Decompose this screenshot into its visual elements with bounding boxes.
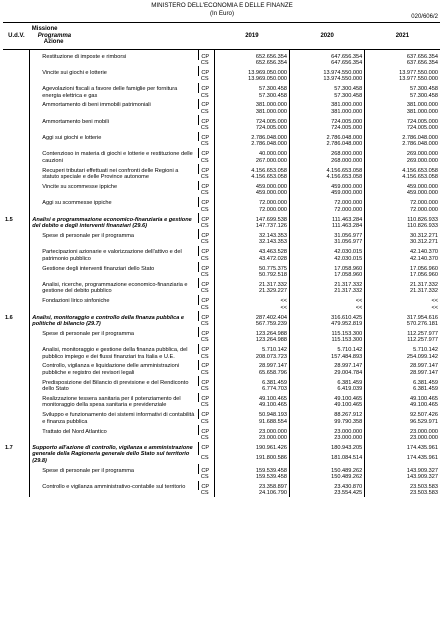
amount-cell: 112.257.977 bbox=[365, 331, 440, 337]
amount-cell: 115.153.300 bbox=[290, 337, 365, 343]
amount-cell: 652.656.354 bbox=[214, 54, 289, 60]
row-description: Trattato del Nord Atlantico bbox=[30, 429, 199, 442]
amount-cell: 72.000.000 bbox=[365, 207, 440, 213]
appropriation-type: CP bbox=[199, 429, 214, 435]
amount-cell: 72.000.000 bbox=[290, 200, 365, 206]
amount-cell: 32.143.353 bbox=[214, 233, 289, 239]
uvoce-code: 1.5 bbox=[5, 216, 13, 223]
row-description: Contenzioso in materia di giochi e lotterie e restituzione delle cauzioni bbox=[30, 151, 199, 164]
row-description: Restituzione di imposte e rimborsi bbox=[30, 54, 199, 67]
year-2021-header: 2021 bbox=[365, 23, 440, 50]
amount-cell: 13.969.050.000 bbox=[214, 70, 289, 76]
amount-cell: 4.156.653.058 bbox=[290, 168, 365, 174]
amount-cell: 30.312.271 bbox=[365, 233, 440, 239]
amount-cell: 567.759.239 bbox=[214, 321, 289, 327]
amount-cell: 72.000.000 bbox=[214, 200, 289, 206]
appropriation-type: CP bbox=[199, 468, 214, 474]
appropriation-type: CS bbox=[200, 255, 209, 262]
row-description: Spese di personale per il programma bbox=[30, 331, 199, 344]
row-description: Partecipazioni azionarie e valorizzazione dell'attivo e del patrimonio pubblico bbox=[30, 249, 199, 262]
row-description: Vincite sui giochi e lotterie bbox=[30, 70, 199, 83]
amount-cell: << bbox=[365, 298, 440, 304]
amount-cell: 381.000.000 bbox=[214, 109, 289, 115]
amount-cell: 28.997.147 bbox=[290, 363, 365, 369]
appropriation-type: CP bbox=[199, 151, 214, 157]
amount-cell: 459.000.000 bbox=[214, 190, 289, 196]
amount-cell: 13.974.550.000 bbox=[290, 76, 365, 82]
amount-cell: 23.000.000 bbox=[290, 435, 365, 441]
appropriation-type: CP bbox=[199, 396, 214, 402]
row-description: Vincite su scommesse ippiche bbox=[30, 184, 199, 197]
appropriation-type: CP bbox=[199, 282, 214, 288]
amount-cell: 6.381.459 bbox=[214, 380, 289, 386]
row-description: Aggi sui giochi e lotterie bbox=[30, 135, 199, 148]
amount-cell: << bbox=[290, 305, 365, 311]
uvoce-code bbox=[3, 468, 30, 481]
amount-cell: 115.153.300 bbox=[290, 331, 365, 337]
amount-cell: 21.317.332 bbox=[214, 282, 289, 288]
amount-cell: 4.156.653.058 bbox=[290, 174, 365, 180]
amount-cell: 174.435.961 bbox=[365, 445, 440, 455]
amount-cell: 49.100.465 bbox=[365, 402, 440, 408]
azione-label: Azione bbox=[43, 39, 64, 46]
amount-cell: 4.156.653.058 bbox=[214, 174, 289, 180]
uvoce-code bbox=[3, 119, 30, 132]
appropriation-type: CS bbox=[200, 76, 209, 83]
amount-cell: << bbox=[365, 305, 440, 311]
amount-cell: 268.000.000 bbox=[290, 151, 365, 157]
amount-cell: 50.948.193 bbox=[214, 412, 289, 418]
appropriation-type: CP bbox=[199, 86, 214, 92]
uvoce-code bbox=[3, 484, 30, 497]
appropriation-type: CP bbox=[199, 54, 214, 60]
amount-cell: 28.997.147 bbox=[365, 370, 440, 376]
amount-cell: 381.000.000 bbox=[290, 109, 365, 115]
amount-cell: 42.030.015 bbox=[290, 249, 365, 255]
amount-cell: 459.000.000 bbox=[365, 190, 440, 196]
uvoce-code bbox=[3, 86, 30, 99]
appropriation-type: CP bbox=[199, 331, 214, 337]
uvoce-code: 1.6 bbox=[5, 314, 13, 321]
amount-cell: 6.381.459 bbox=[365, 386, 440, 392]
amount-cell: 92.507.426 bbox=[365, 412, 440, 418]
amount-cell: 6.774.703 bbox=[214, 386, 289, 392]
appropriation-type: CS bbox=[200, 141, 209, 148]
amount-cell: 57.300.458 bbox=[214, 86, 289, 92]
appropriation-type: CS bbox=[200, 304, 209, 311]
appropriation-type: CS bbox=[200, 435, 209, 442]
row-description: Supporto all'azione di controllo, vigilanza e amministrazione generale della Ragioneria generale dello Stato sul territorio (29.8) bbox=[30, 445, 199, 464]
amount-cell: 49.100.465 bbox=[365, 396, 440, 402]
amount-cell: 570.276.181 bbox=[365, 321, 440, 327]
appropriation-type: CP bbox=[199, 135, 214, 141]
amount-cell: 65.658.796 bbox=[214, 370, 289, 376]
missione-programma-azione-header bbox=[30, 23, 199, 50]
amount-cell: 268.000.000 bbox=[290, 158, 365, 164]
amount-cell: << bbox=[214, 305, 289, 311]
amount-cell: 31.056.977 bbox=[290, 239, 365, 245]
amount-cell: 5.710.142 bbox=[290, 347, 365, 353]
row-description: Sviluppo e funzionamento dei sistemi informativi di contabilità e finanza pubblica bbox=[30, 412, 199, 425]
appropriation-type: CP bbox=[199, 184, 214, 190]
amount-cell: 157.484.893 bbox=[290, 354, 365, 360]
appropriation-type: CP bbox=[199, 298, 214, 304]
uvoce-code bbox=[3, 298, 30, 311]
appropriation-type: CP bbox=[199, 168, 214, 174]
amount-cell: 459.000.000 bbox=[214, 184, 289, 190]
amount-cell: 287.402.404 bbox=[214, 315, 289, 321]
amount-cell: 23.000.000 bbox=[290, 429, 365, 435]
uvoce-code bbox=[3, 233, 30, 246]
amount-cell: 50.775.375 bbox=[214, 266, 289, 272]
amount-cell: 4.156.653.058 bbox=[365, 168, 440, 174]
uvoce-code bbox=[3, 331, 30, 344]
appropriation-type: CS bbox=[200, 239, 209, 246]
uvoce-code bbox=[3, 347, 30, 360]
budget-table bbox=[3, 22, 440, 497]
amount-cell: 316.610.425 bbox=[290, 315, 365, 321]
amount-cell: 724.005.000 bbox=[214, 125, 289, 131]
amount-cell: 23.000.000 bbox=[214, 435, 289, 441]
uvoce-code bbox=[3, 282, 30, 295]
appropriation-type: CS bbox=[200, 337, 209, 344]
amount-cell: 23.000.000 bbox=[365, 435, 440, 441]
uvoce-code bbox=[3, 412, 30, 425]
table-header bbox=[3, 23, 440, 50]
amount-cell: 13.977.550.000 bbox=[365, 76, 440, 82]
amount-cell: 459.000.000 bbox=[290, 190, 365, 196]
amount-cell: 40.000.000 bbox=[214, 151, 289, 157]
amount-cell: 57.300.458 bbox=[290, 86, 365, 92]
uvoce-code bbox=[3, 54, 30, 67]
amount-cell: 190.961.426 bbox=[214, 445, 289, 455]
amount-cell: 2.786.048.000 bbox=[214, 135, 289, 141]
uvoce-code: 1.7 bbox=[5, 445, 13, 451]
amount-cell: 30.312.271 bbox=[365, 239, 440, 245]
appropriation-type: CP bbox=[199, 380, 214, 386]
amount-cell: 381.000.000 bbox=[365, 109, 440, 115]
amount-cell: 5.710.142 bbox=[365, 347, 440, 353]
amount-cell: 99.790.358 bbox=[290, 419, 365, 425]
appropriation-type: CS bbox=[200, 190, 209, 197]
amount-cell: 724.005.000 bbox=[290, 119, 365, 125]
year-2019-header: 2019 bbox=[214, 23, 289, 50]
appropriation-type: CP bbox=[199, 217, 214, 223]
amount-cell: 72.000.000 bbox=[290, 207, 365, 213]
appropriation-type: CS bbox=[200, 454, 209, 461]
row-description: Spese di personale per il programma bbox=[30, 233, 199, 246]
amount-cell: 2.786.048.000 bbox=[290, 141, 365, 147]
appropriation-type: CP bbox=[199, 70, 214, 76]
amount-cell: 724.005.000 bbox=[365, 119, 440, 125]
amount-cell: 57.300.458 bbox=[214, 93, 289, 99]
amount-cell: 2.786.048.000 bbox=[214, 141, 289, 147]
amount-cell: 88.267.912 bbox=[290, 412, 365, 418]
appropriation-type: CS bbox=[200, 490, 209, 497]
row-description: Ammortamento di beni immobili patrimoniali bbox=[30, 102, 199, 115]
missione-label: Missione bbox=[31, 25, 58, 32]
amount-cell: 57.300.458 bbox=[365, 86, 440, 92]
amount-cell: 2.786.048.000 bbox=[365, 135, 440, 141]
appropriation-type: CS bbox=[200, 369, 209, 376]
amount-cell: 159.539.458 bbox=[214, 468, 289, 474]
row-description: Controllo e vigilanza amministrativo-contabile sul territorio bbox=[30, 484, 199, 497]
appropriation-type: CP bbox=[199, 363, 214, 369]
uvoce-code bbox=[3, 396, 30, 409]
uvoce-code bbox=[3, 102, 30, 115]
uvoce-code bbox=[3, 168, 30, 181]
appropriation-type: CP bbox=[199, 233, 214, 239]
row-description: Gestione degli interventi finanziari dello Stato bbox=[30, 266, 199, 279]
uvoce-code bbox=[3, 70, 30, 83]
amount-cell: 17.056.960 bbox=[365, 266, 440, 272]
amount-cell: 21.317.332 bbox=[365, 288, 440, 294]
amount-cell: 23.503.583 bbox=[365, 484, 440, 490]
appropriation-type: CP bbox=[199, 484, 214, 490]
amount-cell: 23.000.000 bbox=[365, 429, 440, 435]
appropriation-type: CS bbox=[200, 223, 209, 230]
amount-cell: 724.005.000 bbox=[290, 125, 365, 131]
amount-cell: 2.786.048.000 bbox=[290, 135, 365, 141]
amount-cell: 123.264.988 bbox=[214, 331, 289, 337]
row-description: Spese di personale per il programma bbox=[30, 468, 199, 481]
amount-cell: 57.300.458 bbox=[365, 93, 440, 99]
amount-cell: 28.997.147 bbox=[214, 363, 289, 369]
type-header bbox=[199, 23, 214, 50]
appropriation-type: CP bbox=[199, 445, 214, 455]
document-code: 020/606/2 bbox=[411, 14, 438, 20]
appropriation-type: CS bbox=[200, 206, 209, 213]
amount-cell: 24.106.790 bbox=[214, 490, 289, 496]
appropriation-type: CS bbox=[200, 125, 209, 132]
amount-cell: 159.539.458 bbox=[214, 474, 289, 480]
amount-cell: 150.489.262 bbox=[290, 468, 365, 474]
amount-cell: 6.381.459 bbox=[365, 380, 440, 386]
amount-cell: 29.004.784 bbox=[290, 370, 365, 376]
amount-cell: 23.430.870 bbox=[290, 484, 365, 490]
amount-cell: 6.381.459 bbox=[290, 380, 365, 386]
table-row bbox=[3, 445, 440, 455]
amount-cell: << bbox=[214, 298, 289, 304]
amount-cell: 4.156.653.058 bbox=[214, 168, 289, 174]
appropriation-type: CP bbox=[199, 266, 214, 272]
appropriation-type: CS bbox=[200, 353, 209, 360]
amount-cell: 72.000.000 bbox=[214, 207, 289, 213]
amount-cell: 17.058.960 bbox=[290, 266, 365, 272]
appropriation-type: CS bbox=[200, 474, 209, 481]
amount-cell: 21.317.332 bbox=[290, 288, 365, 294]
amount-cell: 637.656.354 bbox=[365, 60, 440, 66]
amount-cell: 49.100.465 bbox=[214, 402, 289, 408]
amount-cell: 23.358.897 bbox=[214, 484, 289, 490]
amount-cell: 43.463.528 bbox=[214, 249, 289, 255]
appropriation-type: CP bbox=[199, 315, 214, 321]
amount-cell: 49.100.465 bbox=[290, 396, 365, 402]
amount-cell: 724.005.000 bbox=[214, 119, 289, 125]
appropriation-type: CS bbox=[200, 174, 209, 181]
amount-cell: 91.688.554 bbox=[214, 419, 289, 425]
amount-cell: 143.909.327 bbox=[365, 474, 440, 480]
amount-cell: 381.000.000 bbox=[214, 102, 289, 108]
year-2020-header: 2020 bbox=[290, 23, 365, 50]
programma-label: Programma bbox=[37, 32, 72, 39]
amount-cell: << bbox=[290, 298, 365, 304]
appropriation-type: CS bbox=[200, 386, 209, 393]
appropriation-type: CP bbox=[199, 102, 214, 108]
amount-cell: 652.656.354 bbox=[214, 60, 289, 66]
amount-cell: 49.100.465 bbox=[290, 402, 365, 408]
amount-cell: 123.264.988 bbox=[214, 337, 289, 343]
amount-cell: 42.030.015 bbox=[290, 256, 365, 262]
amount-cell: 479.952.819 bbox=[290, 321, 365, 327]
amount-cell: 147.737.126 bbox=[214, 223, 289, 229]
uvoce-code bbox=[3, 151, 30, 164]
uvoce-code bbox=[3, 266, 30, 279]
row-description: Predisposizione del Bilancio di previsione e del Rendiconto dello Stato bbox=[30, 380, 199, 393]
amount-cell: 180.943.205 bbox=[290, 445, 365, 455]
amount-cell: 317.954.616 bbox=[365, 315, 440, 321]
row-description: Realizzazione tessera sanitaria per il potenziamento del monitoraggio della spesa sanitaria e previdenziale bbox=[30, 396, 199, 409]
amount-cell: 21.317.332 bbox=[365, 282, 440, 288]
row-description: Analisi e programmazione economico-finanziaria e gestione del debito e degli interventi finanziari (29.6) bbox=[30, 217, 199, 230]
row-description: Controllo, vigilanza e liquidazione delle amministrazioni pubbliche e registro dei revisori legali bbox=[30, 363, 199, 376]
amount-cell: 5.710.142 bbox=[214, 347, 289, 353]
amount-cell: 269.000.000 bbox=[365, 151, 440, 157]
appropriation-type: CS bbox=[200, 108, 209, 115]
row-description: Analisi, monitoraggio e gestione della finanza pubblica, del pubblico impiego e dei flussi finanziari tra Italia e U.E. bbox=[30, 347, 199, 360]
amount-cell: 147.699.538 bbox=[214, 217, 289, 223]
amount-cell: 6.419.039 bbox=[290, 386, 365, 392]
uvoce-header: U.d.V. bbox=[3, 23, 30, 50]
amount-cell: 174.435.961 bbox=[365, 455, 440, 465]
amount-cell: 49.100.465 bbox=[214, 396, 289, 402]
amount-cell: 4.156.653.058 bbox=[365, 174, 440, 180]
amount-cell: 269.000.000 bbox=[365, 158, 440, 164]
uvoce-code bbox=[3, 429, 30, 442]
amount-cell: 111.463.284 bbox=[290, 223, 365, 229]
amount-cell: 381.000.000 bbox=[365, 102, 440, 108]
amount-cell: 42.140.370 bbox=[365, 256, 440, 262]
amount-cell: 13.974.550.000 bbox=[290, 70, 365, 76]
amount-cell: 110.826.933 bbox=[365, 223, 440, 229]
uvoce-code bbox=[3, 363, 30, 376]
amount-cell: 110.826.933 bbox=[365, 217, 440, 223]
amount-cell: 181.084.514 bbox=[290, 455, 365, 465]
amount-cell: 57.300.458 bbox=[290, 93, 365, 99]
amount-cell: 191.800.586 bbox=[214, 455, 289, 465]
amount-cell: 112.257.977 bbox=[365, 337, 440, 343]
amount-cell: 381.000.000 bbox=[290, 102, 365, 108]
amount-cell: 208.073.723 bbox=[214, 354, 289, 360]
amount-cell: 21.317.332 bbox=[290, 282, 365, 288]
appropriation-type: CS bbox=[200, 271, 209, 278]
amount-cell: 2.786.048.000 bbox=[365, 141, 440, 147]
row-description: Fondazioni lirico sinfoniche bbox=[30, 298, 199, 311]
appropriation-type: CS bbox=[200, 157, 209, 164]
appropriation-type: CP bbox=[199, 119, 214, 125]
uvoce-code bbox=[3, 184, 30, 197]
appropriation-type: CS bbox=[200, 402, 209, 409]
amount-cell: 647.656.354 bbox=[290, 54, 365, 60]
amount-cell: 43.472.028 bbox=[214, 256, 289, 262]
amount-cell: 459.000.000 bbox=[365, 184, 440, 190]
amount-cell: 143.909.327 bbox=[365, 468, 440, 474]
amount-cell: 32.143.353 bbox=[214, 239, 289, 245]
amount-cell: 23.554.425 bbox=[290, 490, 365, 496]
row-description: Ammortamento beni mobili bbox=[30, 119, 199, 132]
appropriation-type: CS bbox=[200, 59, 209, 66]
row-description: Analisi, monitoraggio e controllo della finanza pubblica e politiche di bilancio (29.7) bbox=[30, 315, 199, 328]
uvoce-code bbox=[3, 200, 30, 213]
appropriation-type: CP bbox=[199, 249, 214, 255]
amount-cell: 28.997.147 bbox=[365, 363, 440, 369]
amount-cell: 459.000.000 bbox=[290, 184, 365, 190]
amount-cell: 254.099.142 bbox=[365, 354, 440, 360]
amount-cell: 17.056.960 bbox=[365, 272, 440, 278]
uvoce-code bbox=[3, 380, 30, 393]
amount-cell: 111.463.284 bbox=[290, 217, 365, 223]
appropriation-type: CS bbox=[200, 320, 209, 327]
amount-cell: 637.656.354 bbox=[365, 54, 440, 60]
currency-unit: (In Euro) bbox=[209, 10, 235, 17]
ministry-title: MINISTERO DELL'ECONOMIA E DELLE FINANZE bbox=[151, 2, 293, 9]
amount-cell: 72.000.000 bbox=[365, 200, 440, 206]
appropriation-type: CS bbox=[200, 418, 209, 425]
appropriation-type: CP bbox=[199, 412, 214, 418]
amount-cell: 50.792.518 bbox=[214, 272, 289, 278]
appropriation-type: CS bbox=[200, 92, 209, 99]
appropriation-type: CP bbox=[199, 347, 214, 353]
row-description: Aggi su scommesse ippiche bbox=[30, 200, 199, 213]
row-description: Recuperi tributari effettuati nei confronti delle Regioni a statuto speciale e delle Province autonome bbox=[30, 168, 199, 181]
row-description: Agevolazioni fiscali a favore delle famiglie per fornitura energia elettrica e gas bbox=[30, 86, 199, 99]
amount-cell: 267.000.000 bbox=[214, 158, 289, 164]
amount-cell: 96.529.971 bbox=[365, 419, 440, 425]
amount-cell: 13.977.550.000 bbox=[365, 70, 440, 76]
amount-cell: 42.140.370 bbox=[365, 249, 440, 255]
amount-cell: 23.000.000 bbox=[214, 429, 289, 435]
appropriation-type: CP bbox=[199, 200, 214, 206]
row-description: Analisi, ricerche, programmazione economico-finanziaria e gestione del debito pubblico bbox=[30, 282, 199, 295]
uvoce-code bbox=[3, 135, 30, 148]
uvoce-code bbox=[3, 249, 30, 262]
amount-cell: 17.058.960 bbox=[290, 272, 365, 278]
appropriation-type: CS bbox=[200, 288, 209, 295]
amount-cell: 21.329.227 bbox=[214, 288, 289, 294]
amount-cell: 13.969.050.000 bbox=[214, 76, 289, 82]
amount-cell: 31.056.977 bbox=[290, 233, 365, 239]
amount-cell: 23.503.583 bbox=[365, 490, 440, 496]
amount-cell: 724.005.000 bbox=[365, 125, 440, 131]
amount-cell: 647.656.354 bbox=[290, 60, 365, 66]
amount-cell: 150.489.262 bbox=[290, 474, 365, 480]
